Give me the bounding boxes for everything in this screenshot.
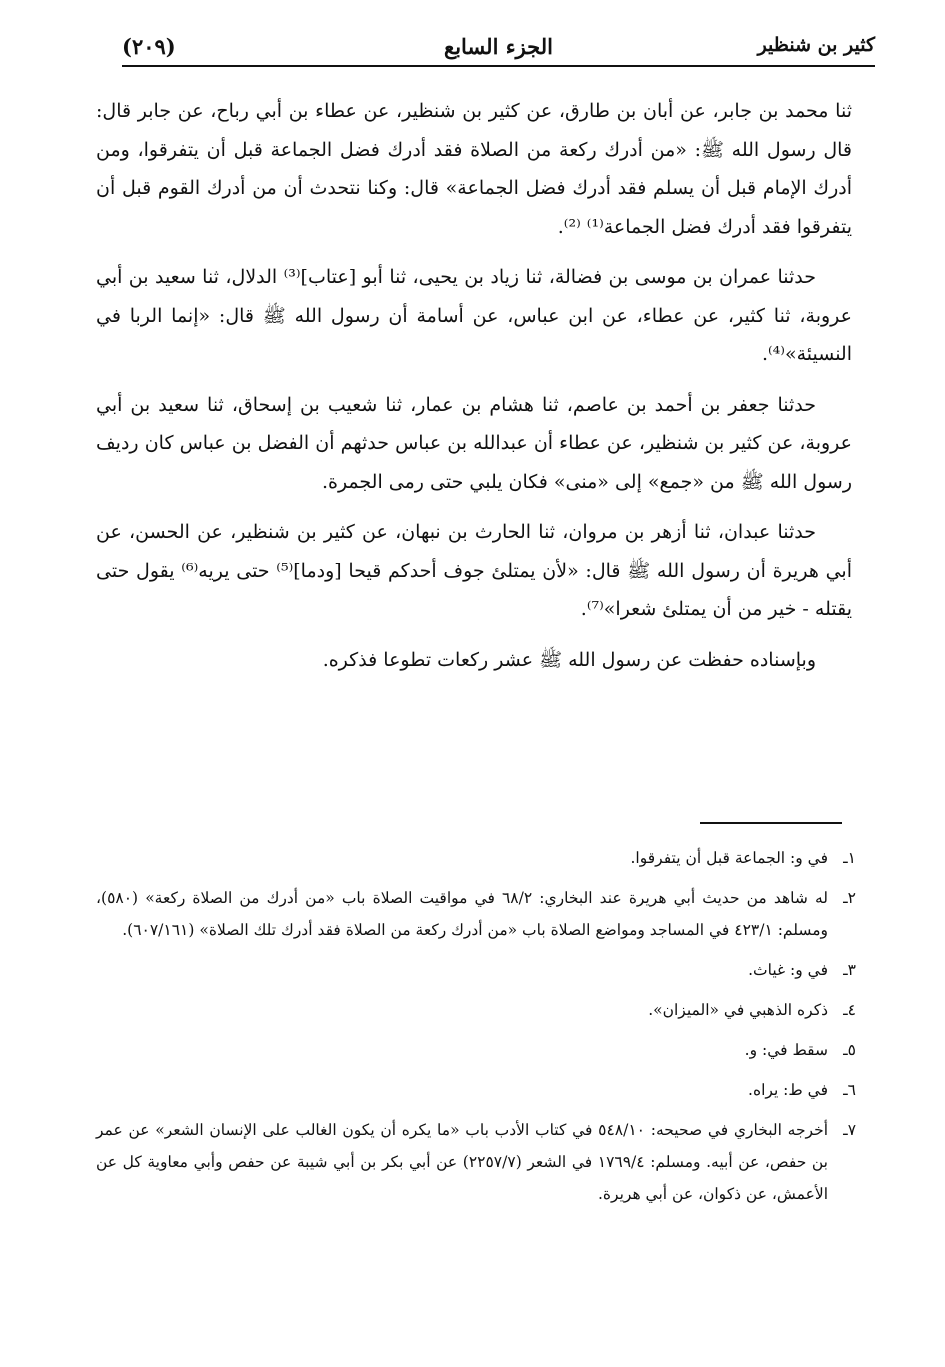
footnote bbox=[96, 842, 856, 874]
footnote-text: أخرجه البخاري في صحيحه: ٥٤٨/١٠ في كتاب الأدب باب «ما يكره أن يكون الغالب على الإنسان الشعر» عن عمر بن حفص، عن أبيه. ومسلم: ١٧٦٩/٤ في الشعر (٢٢٥٧/٧) عن أبي بكر بن أبي شيبة عن حفص وأبي معاوية كل عن الأعمش، عن ذكوان، عن أبي هريرة. bbox=[96, 1121, 829, 1203]
header-section-title: كثير بن شنظير bbox=[757, 34, 875, 56]
paragraph: وبإسناده حفظت عن رسول الله ﷺ عشر ركعات تطوعا فذكره. bbox=[322, 648, 816, 671]
footnote bbox=[96, 1034, 856, 1066]
header-volume-title: الجزء السابع bbox=[444, 34, 553, 59]
footnote-number: ٢ـ bbox=[843, 889, 856, 907]
footnote-number: ١ـ bbox=[843, 849, 856, 867]
paragraph: حدثنا عمران بن موسى بن فضالة، ثنا زياد بن يحيى، ثنا أبو [عتاب]⁽³⁾ الدلال، ثنا سعيد بن أبي عروبة، ثنا كثير، عن عطاء، عن ابن عباس، عن أسامة أن رسول الله ﷺ قال: «إنما الربا في النسيئة»⁽⁴⁾. bbox=[96, 266, 852, 365]
footnote-number: ٥ـ bbox=[843, 1041, 856, 1059]
footnote bbox=[96, 954, 856, 986]
footnote bbox=[96, 1074, 856, 1106]
footnote-text: في و: غياث. bbox=[748, 961, 828, 979]
footnote-text: له شاهد من حديث أبي هريرة عند البخاري: ٦٨/٢ في مواقيت الصلاة باب «من أدرك من الصلاة ركعة» (٥٨٠)، ومسلم: ٤٢٣/١ في المساجد ومواضع الصلاة باب «من أدرك ركعة من الصلاة فقد أدرك تلك الصلاة» (٦٠٧/١٦١). bbox=[96, 889, 828, 939]
footnote-text: في و: الجماعة قبل أن يتفرقوا. bbox=[630, 849, 828, 867]
paragraph: حدثنا عبدان، ثنا أزهر بن مروان، ثنا الحارث بن نبهان، عن كثير بن شنظير، عن الحسن، عن أبي هريرة أن رسول الله ﷺ قال: «لأن يمتلئ جوف أحدكم قيحا [ودما]⁽⁵⁾ حتى يريه⁽⁶⁾ يقول حتى يقتله - خير من أن يمتلئ شعرا»⁽⁷⁾. bbox=[96, 521, 852, 620]
footnote bbox=[96, 994, 856, 1026]
footnote bbox=[96, 1114, 856, 1210]
footnote-number: ٣ـ bbox=[843, 961, 856, 979]
page-number: (٢٠٩) bbox=[122, 34, 176, 59]
main-text bbox=[96, 92, 852, 691]
footnote bbox=[96, 882, 856, 946]
footnote-text: ذكره الذهبي في «الميزان». bbox=[648, 1001, 828, 1019]
paragraph: حدثنا جعفر بن أحمد بن عاصم، ثنا هشام بن عمار، ثنا شعيب بن إسحاق، ثنا سعيد بن أبي عروبة، عن كثير بن شنظير، عن عطاء أن عبدالله بن عباس حدثهم أن الفضل بن عباس كان رديف رسول الله ﷺ من «جمع» إلى «منى» فكان يلبي حتى رمى الجمرة. bbox=[96, 393, 852, 493]
footnote-text: سقط في: و. bbox=[744, 1041, 828, 1059]
paragraph: ثنا محمد بن جابر، عن أبان بن طارق، عن كثير بن شنظير، عن عطاء بن أبي رباح، عن جابر قال: قال رسول الله ﷺ: «من أدرك ركعة من الصلاة فقد أدرك فضل الجماعة قبل أن يتفرقوا، ومن أدرك الإمام قبل أن يسلم فقد أدرك فضل الجماعة» قال: وكنا نتحدث أن من أدرك القوم قبل أن يتفرقوا فقد أدرك فضل الجماعة⁽¹⁾ ⁽²⁾. bbox=[96, 100, 852, 238]
footnote-text: في ط: يراه. bbox=[748, 1081, 828, 1099]
header-divider bbox=[122, 65, 875, 67]
footnote-number: ٧ـ bbox=[843, 1121, 857, 1139]
footnote-number: ٦ـ bbox=[843, 1081, 856, 1099]
footnote-divider bbox=[700, 822, 842, 824]
footnote-number: ٤ـ bbox=[843, 1001, 856, 1019]
footnotes bbox=[96, 842, 856, 1218]
